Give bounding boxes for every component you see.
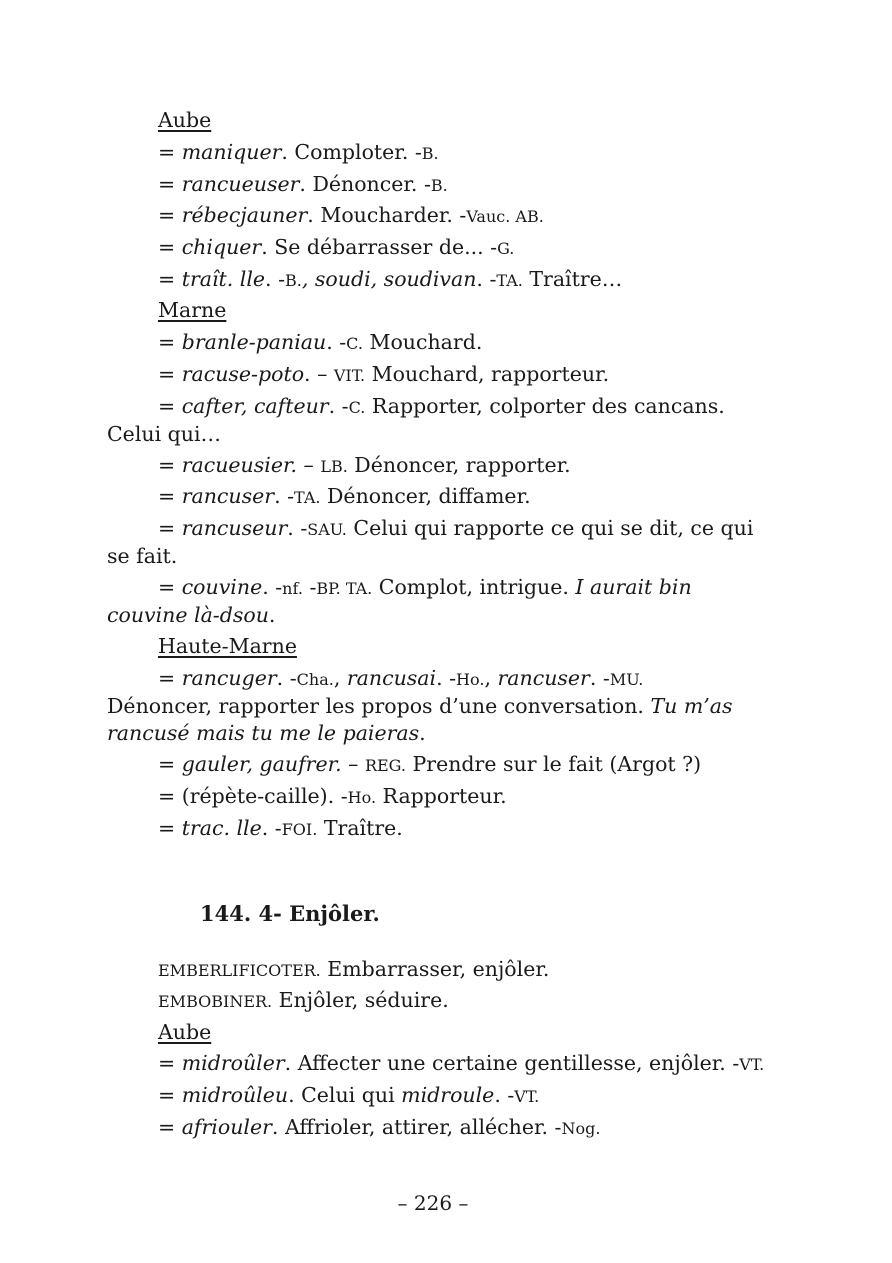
- entry-maniquer: [158, 139, 786, 167]
- source-abbrev: Cha.: [296, 670, 334, 689]
- headword: midroule: [401, 1083, 495, 1107]
- headword: branle-paniau: [181, 330, 327, 354]
- text-run: ,: [333, 666, 347, 690]
- text-run: . -: [276, 666, 297, 690]
- source-abbrev: EMBOBINER.: [158, 992, 273, 1011]
- text-run: .: [268, 603, 276, 627]
- text-run: . –: [304, 362, 334, 386]
- entry-racueusier: [158, 452, 786, 480]
- source-abbrev: Vauc. AB.: [466, 207, 544, 226]
- text-run: =: [158, 575, 182, 599]
- headword: rancusé mais tu me le paieras: [107, 721, 420, 745]
- entry-racuse-poto: [158, 361, 786, 389]
- headword: I aurait bin: [575, 575, 692, 599]
- text-run: . Affecter une certaine gentillesse, enjôler. -: [284, 1051, 740, 1075]
- text-run: Embarrasser, enjôler.: [320, 957, 550, 981]
- entry-trait: [158, 266, 786, 294]
- text-run: . -: [274, 484, 295, 508]
- text-run: =: [158, 484, 182, 508]
- entry-midrouleu: [158, 1082, 786, 1110]
- text-run: =: [158, 1115, 182, 1139]
- text-run: Mouchard.: [362, 330, 483, 354]
- source-abbrev: C.: [348, 398, 366, 417]
- text-run: . -: [494, 1083, 515, 1107]
- entry-repete-caille: [158, 783, 786, 811]
- entry-branle-paniau: [158, 329, 786, 357]
- entry-chiquer: [158, 234, 786, 262]
- headword: cafter, cafteur: [181, 394, 329, 418]
- text-run: =: [158, 362, 182, 386]
- continuation-line: [107, 720, 786, 747]
- text-run: . Celui qui: [288, 1083, 402, 1107]
- headword: , soudi, soudivan: [301, 267, 477, 291]
- headword: trac. lle: [181, 816, 262, 840]
- text-run: . -: [476, 267, 497, 291]
- region-name: Haute-Marne: [158, 634, 297, 658]
- text-run: Rapporteur.: [376, 784, 507, 808]
- text-run: Enjôler, séduire.: [272, 988, 449, 1012]
- text-run: ,: [484, 666, 498, 690]
- text-run: –: [341, 752, 365, 776]
- source-abbrev: LB.: [320, 457, 348, 476]
- text-run: Traître.: [317, 816, 403, 840]
- text-run: Dénoncer, rapporter.: [347, 453, 571, 477]
- entry-rebecjauner: [158, 202, 786, 230]
- source-abbrev: VIT.: [333, 366, 366, 385]
- text-run: Celui qui…: [107, 422, 222, 446]
- headword: rancusai: [346, 666, 437, 690]
- text-run: Dénoncer, rapporter les propos d’une conversation.: [107, 694, 651, 718]
- text-run: . -: [261, 816, 282, 840]
- headword: maniquer: [181, 140, 282, 164]
- text-run: = (répète-caille). -: [158, 784, 348, 808]
- region-label-haute-marne: [158, 633, 786, 660]
- text-run: =: [158, 394, 182, 418]
- source-abbrev: VT.: [739, 1055, 765, 1074]
- text-run: . Moucharder. -: [307, 203, 467, 227]
- headword: couvine là-dsou: [107, 603, 269, 627]
- region-label-marne: [158, 297, 786, 324]
- entry-midrouler: [158, 1050, 786, 1078]
- text-run: . Affrioler, attirer, allécher. -: [271, 1115, 562, 1139]
- text-run: =: [158, 516, 182, 540]
- source-abbrev: Nog.: [561, 1119, 601, 1138]
- entry-afriouler: [158, 1114, 786, 1142]
- text-run: . -: [326, 330, 347, 354]
- text-run: =: [158, 172, 182, 196]
- text-run: . Comploter. -: [281, 140, 422, 164]
- entry-rancuseur: [107, 515, 786, 570]
- source-abbrev: B.: [421, 144, 439, 163]
- continuation-line: [107, 421, 786, 448]
- source-abbrev: TA.: [496, 271, 523, 290]
- headword: midroûleu: [181, 1083, 289, 1107]
- source-abbrev: REG.: [364, 756, 406, 775]
- continuation-line: [107, 602, 786, 629]
- text-run: Mouchard, rapporteur.: [365, 362, 610, 386]
- text-run: =: [158, 267, 182, 291]
- text-run: . -: [589, 666, 610, 690]
- headword: rancueuser: [181, 172, 300, 196]
- headword: rancuser: [497, 666, 590, 690]
- text-run: Celui qui rapporte ce qui se dit, ce qui: [346, 516, 754, 540]
- text-run: =: [158, 1051, 182, 1075]
- text-run: =: [158, 816, 182, 840]
- source-abbrev: EMBERLIFICOTER.: [158, 961, 321, 980]
- text-run: se fait.: [107, 544, 178, 568]
- text-run: =: [158, 666, 182, 690]
- entry-emberlificoter: [158, 956, 786, 984]
- source-abbrev: nf.: [282, 579, 303, 598]
- source-abbrev: BP. TA.: [316, 579, 373, 598]
- text-run: =: [158, 752, 182, 776]
- text-run: . Dénoncer. -: [299, 172, 431, 196]
- headword: rébecjauner: [181, 203, 308, 227]
- entry-rancueuser: [158, 171, 786, 199]
- headword: rancuger: [181, 666, 277, 690]
- source-abbrev: B.: [430, 176, 448, 195]
- headword: rancuseur: [181, 516, 288, 540]
- entry-couvine: [107, 574, 786, 629]
- source-abbrev: FOI.: [281, 820, 318, 839]
- source-abbrev: Ho.: [456, 670, 485, 689]
- entry-rancuger: [107, 665, 786, 747]
- entry-rancuser: [158, 483, 786, 511]
- source-abbrev: Ho.: [347, 788, 377, 807]
- headword: chiquer: [181, 235, 262, 259]
- text-run: =: [158, 235, 182, 259]
- source-abbrev: B.: [285, 271, 302, 290]
- entry-embobiner: [158, 987, 786, 1015]
- region-name: Marne: [158, 298, 227, 322]
- text-run: . -: [287, 516, 308, 540]
- source-abbrev: MU.: [609, 670, 644, 689]
- text-run: Dénoncer, diffamer.: [320, 484, 531, 508]
- text-run: .: [419, 721, 426, 745]
- text-run: Traître…: [522, 267, 623, 291]
- continuation-line: [107, 543, 786, 570]
- continuation-line: [107, 693, 786, 720]
- headword: racuse-poto: [181, 362, 305, 386]
- text-run: =: [158, 203, 182, 227]
- source-abbrev: VT.: [514, 1087, 540, 1106]
- text-run: Complot, intrigue.: [372, 575, 576, 599]
- entry-gauler: [158, 751, 786, 779]
- text-run: Rapporter, colporter des cancans.: [365, 394, 725, 418]
- text-run: Prendre sur le fait (Argot ?): [405, 752, 702, 776]
- region-name: Aube: [158, 1020, 212, 1044]
- headword: racueusier.: [181, 453, 298, 477]
- text-run: –: [297, 453, 321, 477]
- headword: midroûler: [181, 1051, 285, 1075]
- region-name: Aube: [158, 108, 212, 132]
- headword: gauler, gaufrer.: [181, 752, 342, 776]
- source-abbrev: G.: [497, 239, 515, 258]
- text-run: . -: [262, 575, 283, 599]
- headword: traît. lle: [181, 267, 266, 291]
- page-number: – 226 –: [397, 1191, 469, 1215]
- source-abbrev: C.: [346, 334, 363, 353]
- text-run: =: [158, 1083, 182, 1107]
- headword: couvine: [181, 575, 263, 599]
- headword: rancuser: [181, 484, 275, 508]
- entry-trac: [158, 815, 786, 843]
- text-run: . -: [436, 666, 457, 690]
- text-run: . -: [265, 267, 286, 291]
- section-heading: 144. 4- Enjôler.: [200, 901, 380, 926]
- headword: Tu m’as: [650, 694, 733, 718]
- text-run: =: [158, 140, 182, 164]
- text-run: -: [302, 575, 317, 599]
- text-run: =: [158, 330, 182, 354]
- region-label-aube-2: [158, 1019, 786, 1046]
- source-abbrev: SAU.: [307, 520, 347, 539]
- text-run: =: [158, 453, 182, 477]
- text-run: . -: [328, 394, 349, 418]
- entry-cafter: [107, 393, 786, 448]
- headword: afriouler: [181, 1115, 272, 1139]
- text-run: . Se débarrasser de... -: [261, 235, 498, 259]
- region-label-aube: [158, 107, 786, 134]
- source-abbrev: TA.: [294, 488, 321, 507]
